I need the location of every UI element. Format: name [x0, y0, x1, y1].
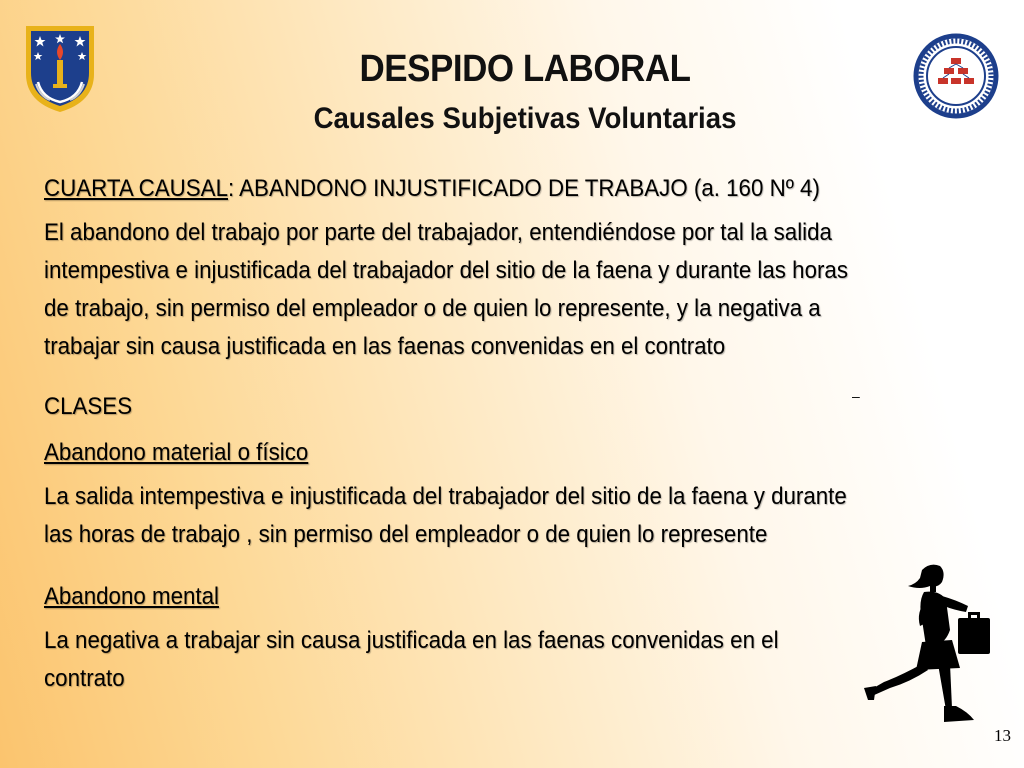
intro-line: El abandono del trabajo por parte del trabajador, entendiéndose por tal la salida	[44, 219, 832, 246]
university-shield-icon	[22, 22, 98, 114]
material-line: las horas de trabajo , sin permiso del empleador o de quien lo represente	[44, 521, 768, 548]
causal-heading-label: CUARTA CAUSAL	[44, 175, 228, 202]
material-heading: Abandono material o físico	[44, 439, 309, 466]
faculty-seal-icon	[904, 28, 1014, 123]
clases-label: CLASES	[44, 393, 133, 420]
dash-mark: –	[852, 388, 860, 404]
causal-heading-rest: : ABANDONO INJUSTIFICADO DE TRABAJO (a. 160 Nº 4)	[227, 175, 820, 202]
mental-line: contrato	[44, 665, 125, 692]
slide-subtitle: Causales Subjetivas Voluntarias	[313, 102, 737, 135]
mental-line: La negativa a trabajar sin causa justificada en las faenas convenidas en el	[44, 627, 779, 654]
intro-line: intempestiva e injustificada del trabajador del sitio de la faena y durante las horas	[44, 257, 848, 284]
mental-heading: Abandono mental	[44, 583, 219, 610]
material-line: La salida intempestiva e injustificada del trabajador del sitio de la faena y durante	[44, 483, 847, 510]
page-number: 13	[994, 726, 1011, 745]
slide-title: DESPIDO LABORAL	[359, 48, 691, 90]
intro-line: trabajar sin causa justificada en las faenas convenidas en el contrato	[44, 333, 726, 360]
causal-heading	[44, 170, 820, 208]
intro-line: de trabajo, sin permiso del empleador o de quien lo represente, y la negativa a	[44, 295, 821, 322]
running-woman-silhouette-icon	[860, 560, 1000, 728]
